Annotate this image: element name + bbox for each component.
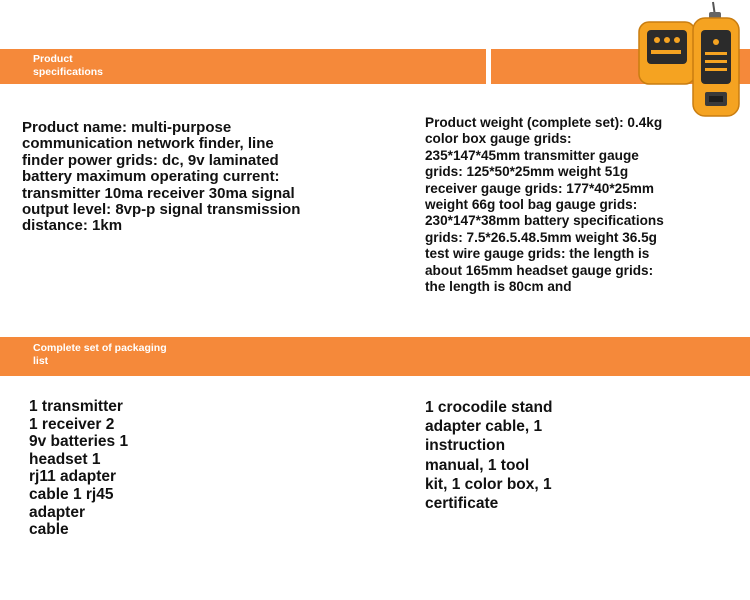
- spec-section-header: [0, 49, 486, 84]
- spec-section-title: Product specifications: [33, 53, 104, 78]
- product-image: [635, 0, 750, 118]
- packaging-left-text: 1 transmitter 1 receiver 2 9v batteries 1 headset 1 rj11 adapter cable 1 rj45 adapter cable: [29, 398, 129, 539]
- packaging-section-title: Complete set of packaging list: [33, 342, 167, 367]
- packaging-right-text: 1 crocodile stand adapter cable, 1 instruction manual, 1 tool kit, 1 color box, 1 certificate: [425, 399, 553, 513]
- packaging-section-header: [0, 337, 750, 376]
- spec-left-text: Product name: multi-purpose communication network finder, line finder power grids: dc, 9v laminated battery maximum operating current: transmitter 10ma receiver 30ma signal output level: 8vp-p signal transmission distance: 1km: [22, 119, 301, 235]
- cable-tracker-device-icon: [635, 0, 750, 118]
- spec-right-text: Product weight (complete set): 0.4kg color box gauge grids: 235*147*45mm transmitter gauge grids: 125*50*25mm weight 51g receiver gauge grids: 177*40*25mm weight 66g tool bag gauge grids: 230*147*38mm battery specifications grids: 7.5*26.5.48.5mm weight 36.5g test wire gauge grids: the length is about 165mm headset gauge grids: the length is 80cm and: [425, 115, 664, 295]
